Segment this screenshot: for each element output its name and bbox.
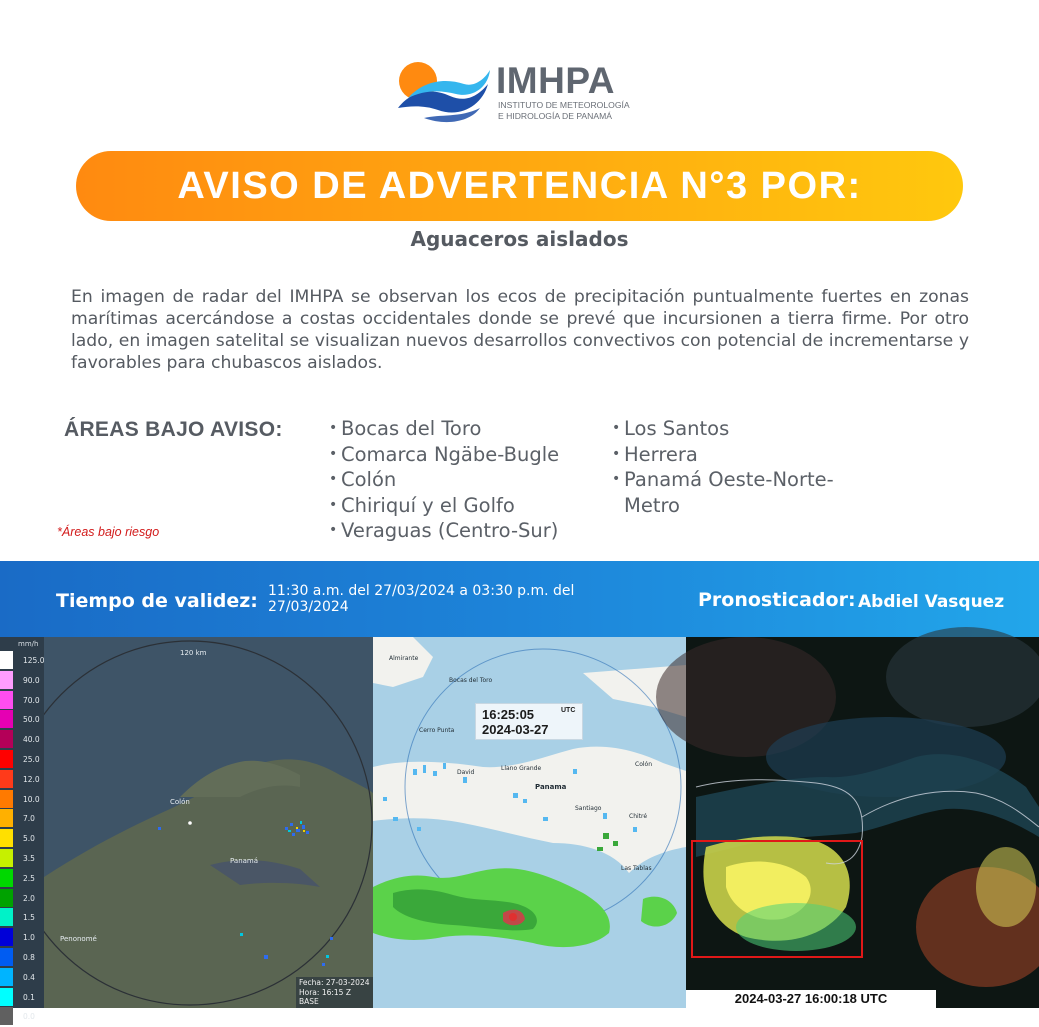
radar-scale-swatch [0, 908, 13, 926]
banner-title: AVISO DE ADVERTENCIA N°3 POR: [177, 165, 862, 207]
rain-place-label: Las Tablas [621, 865, 652, 872]
radar-scale-label: 3.5 [23, 854, 35, 863]
radar-scale-row [0, 829, 44, 849]
radar-scale-label: 90.0 [23, 675, 40, 685]
forecaster-label: Pronosticador: [698, 589, 856, 611]
satellite-image-panel [686, 637, 1039, 1008]
rain-place-label: Colón [635, 761, 653, 768]
radar-scale-label: 2.0 [23, 893, 35, 903]
rain-timestamp [475, 703, 583, 740]
radar-scale-swatch [0, 948, 13, 966]
radar-scale-label: 5.0 [23, 834, 35, 844]
precipitation-map-panel [373, 637, 686, 1008]
rain-place-label: Panama [535, 783, 567, 791]
radar-scale-label: 0.0 [23, 1012, 35, 1022]
radar-scale-label: 7.0 [23, 814, 35, 824]
radar-scale-label: 0.4 [23, 972, 35, 982]
radar-scale-swatch [0, 651, 13, 669]
radar-stamp-line: BASE [299, 997, 319, 1006]
radar-scale-swatch [0, 889, 13, 907]
rain-place-label: Almirante [389, 655, 419, 662]
radar-scale-label: 0.8 [23, 953, 35, 962]
area-item: • Panamá Oeste-Norte-Metro [612, 467, 882, 518]
radar-scale-row [0, 988, 44, 1008]
radar-unit: mm/h [18, 640, 39, 648]
warning-banner [76, 151, 963, 221]
imhpa-logo [394, 58, 634, 124]
rain-place-label: Chitré [629, 813, 648, 820]
radar-scale-swatch [0, 968, 13, 986]
radar-scale-swatch [0, 849, 13, 867]
radar-scale-row [0, 968, 44, 988]
rain-place-label: Llano Grande [501, 765, 542, 772]
forecaster-name: Abdiel Vasquez [858, 592, 1005, 612]
radar-scale-row [0, 710, 44, 730]
radar-scale-row [0, 770, 44, 790]
validity-label: Tiempo de validez: [56, 590, 258, 612]
radar-place-label: Colón [170, 798, 190, 806]
rain-time: 16:25:05 [482, 707, 535, 722]
radar-scale-row [0, 869, 44, 889]
hazard-subtitle: Aguaceros aislados [410, 227, 629, 251]
radar-scale-swatch [0, 750, 13, 768]
radar-scale-row [0, 948, 44, 968]
radar-scale-legend [0, 637, 45, 1022]
radar-stamp-line: Hora: 16:15 Z [299, 987, 351, 997]
areas-label: ÁREAS BAJO AVISO: [64, 418, 283, 441]
radar-scale-row [0, 908, 44, 928]
satellite-map [686, 637, 1039, 1008]
radar-place-label: Panamá [230, 857, 259, 865]
radar-stamp-line: Fecha: 27-03-2024 [299, 978, 370, 987]
area-item: • Veraguas (Centro-Sur) [329, 518, 559, 544]
radar-scale-label: 2.5 [23, 873, 35, 883]
logo-subtitle [498, 100, 630, 122]
radar-timestamp [296, 977, 373, 1008]
radar-scale-row [0, 651, 44, 671]
radar-scale-label: 25.0 [23, 755, 40, 764]
rain-place-label: Bocas del Toro [449, 677, 493, 684]
risk-note: *Áreas bajo riesgo [57, 525, 160, 539]
radar-scale-label: 40.0 [23, 735, 40, 745]
warning-description: En imagen de radar del IMHPA se observan los ecos de precipitación puntualmente fuertes en zonas marítimas acercándose a costas occidentales donde se prevé que incursionen a tierra firme. Por otro lado, en imagen satelital se visualizan nuevos desarrollos convectivos con potencial de incrementarse y favorables para chubascos aislados. [71, 287, 969, 373]
radar-scale-swatch [0, 730, 13, 748]
radar-scale-swatch [0, 988, 13, 1006]
radar-scale-row [0, 849, 44, 869]
radar-scale-label: 0.1 [23, 992, 35, 1002]
validity-bar [0, 561, 1039, 637]
area-item: • Bocas del Toro [329, 416, 559, 442]
areas-list-column-2 [612, 416, 882, 518]
area-item: • Herrera [612, 442, 882, 468]
radar-scale-swatch [0, 829, 13, 847]
radar-scale-row [0, 790, 44, 810]
logo-name: IMHPA [496, 60, 615, 101]
radar-scale-label: 10.0 [23, 794, 40, 804]
area-item: • Chiriquí y el Golfo [329, 493, 559, 519]
radar-scale-swatch [0, 691, 13, 709]
area-item: • Colón [329, 467, 559, 493]
radar-scale-row [0, 730, 44, 750]
radar-scale-label: 1.0 [23, 933, 35, 943]
radar-map [0, 637, 373, 1008]
rain-place-label: Santiago [575, 805, 602, 812]
radar-place-label: Penonomé [60, 935, 97, 943]
radar-scale-row [0, 691, 44, 711]
logo-subtitle-line2: E HIDROLOGÍA DE PANAMÁ [498, 111, 612, 121]
radar-image-panel [0, 637, 373, 1022]
radar-scale-row [0, 1007, 44, 1027]
radar-scale-row [0, 809, 44, 829]
radar-range-label: 120 km [180, 649, 207, 657]
precipitation-map [373, 637, 686, 1008]
radar-scale-row [0, 889, 44, 909]
validity-value: 11:30 a.m. del 27/03/2024 a 03:30 p.m. del 27/03/2024 [268, 583, 575, 615]
radar-scale-swatch [0, 671, 13, 689]
area-item: • Los Santos [612, 416, 882, 442]
radar-scale-swatch [0, 809, 13, 827]
area-item: • Comarca Ngäbe-Bugle [329, 442, 559, 468]
radar-scale-label: 125.0 [23, 656, 45, 665]
rain-place-label: Cerro Punta [419, 727, 455, 734]
areas-list-column-1 [329, 416, 559, 544]
rain-date: 2024-03-27 [482, 722, 549, 737]
radar-scale-swatch [0, 1007, 13, 1025]
radar-scale-label: 70.0 [23, 695, 40, 705]
radar-scale-swatch [0, 790, 13, 808]
rain-place-label: David [457, 769, 475, 776]
radar-scale-row [0, 750, 44, 770]
radar-scale-label: 1.5 [23, 913, 35, 923]
radar-scale-row [0, 928, 44, 948]
radar-scale-row [0, 671, 44, 691]
radar-scale-label: 12.0 [23, 774, 40, 784]
logo-subtitle-line1: INSTITUTO DE METEOROLOGÍA [498, 100, 630, 110]
radar-scale-label: 50.0 [23, 715, 40, 725]
logo-mark-icon [394, 58, 494, 124]
rain-time-zone: UTC [561, 707, 576, 714]
satellite-timestamp: 2024-03-27 16:00:18 UTC [686, 990, 936, 1008]
radar-scale-swatch [0, 710, 13, 728]
radar-scale-swatch [0, 928, 13, 946]
radar-scale-swatch [0, 770, 13, 788]
radar-scale-swatch [0, 869, 13, 887]
